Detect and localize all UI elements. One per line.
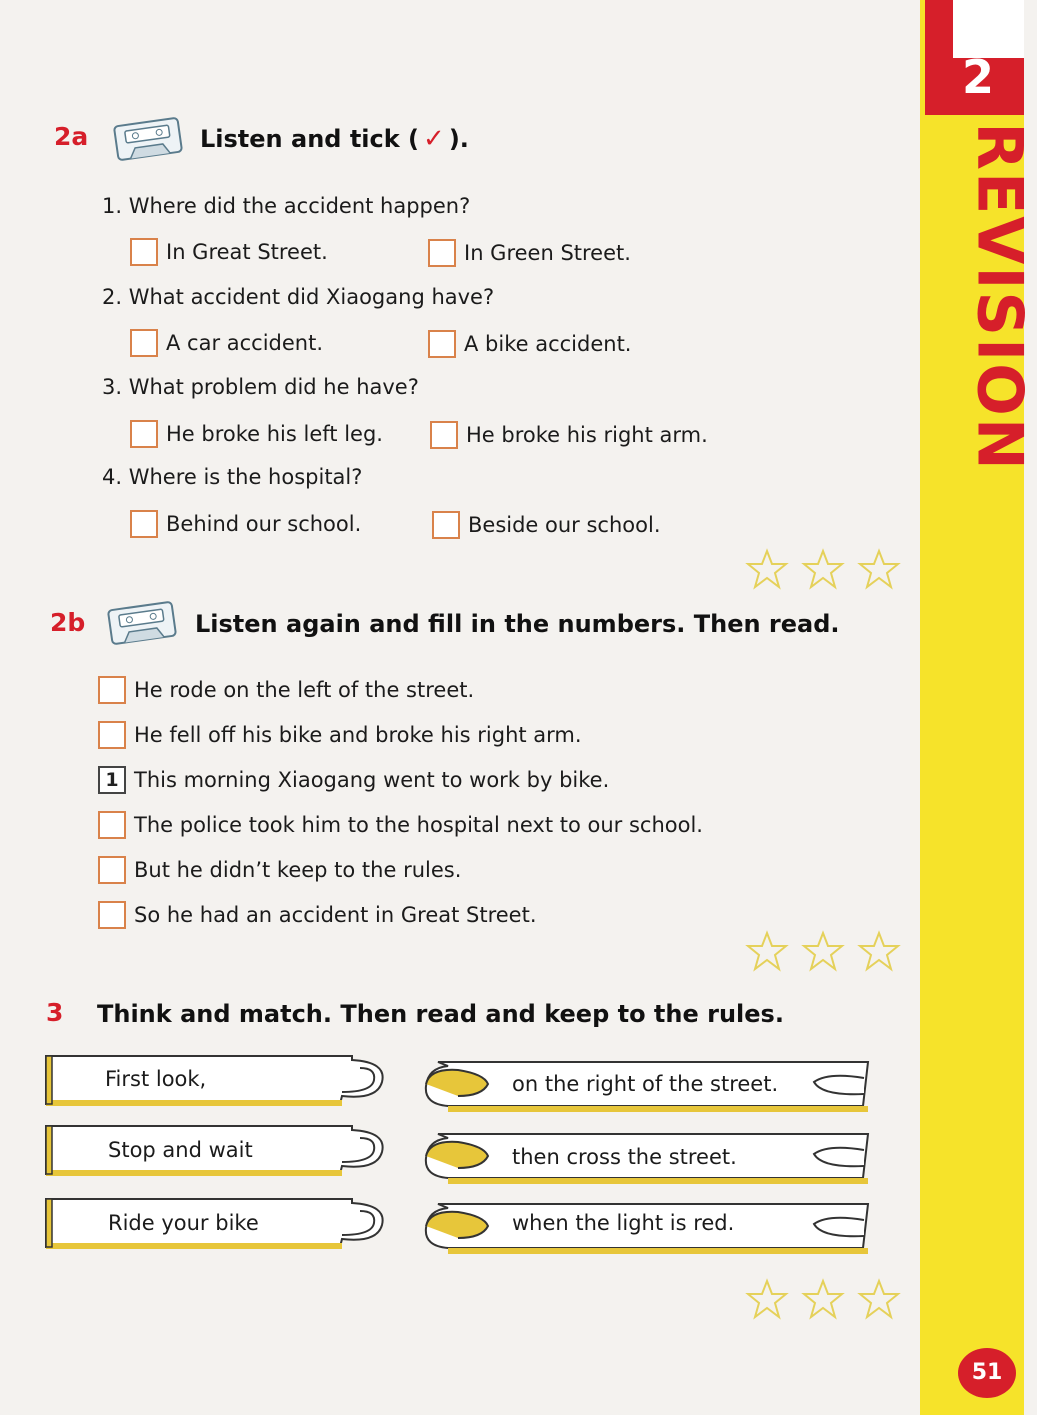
checkbox[interactable] — [428, 330, 456, 358]
left-strip-text-1: First look, — [105, 1067, 207, 1091]
rating-stars-3 — [746, 1278, 900, 1320]
option-box-1b[interactable]: In Green Street. — [428, 239, 631, 267]
right-strip-text-1: on the right of the street. — [512, 1072, 779, 1096]
revision-label: REVISION — [963, 122, 1037, 472]
option-box-4a[interactable]: Behind our school. — [130, 510, 361, 538]
option-box-3b[interactable]: He broke his right arm. — [430, 421, 708, 449]
checkbox[interactable] — [130, 510, 158, 538]
cassette-icon — [104, 600, 180, 650]
rating-stars-2a — [746, 548, 900, 590]
page-number: 51 — [958, 1348, 1016, 1398]
right-strip-text-3: when the light is red. — [512, 1211, 735, 1235]
option-box-4b[interactable]: Beside our school. — [432, 511, 661, 539]
checkbox[interactable] — [432, 511, 460, 539]
section-2b-number: 2b — [50, 608, 86, 637]
checkbox[interactable] — [130, 420, 158, 448]
section-2a-title: Listen and tick ( ✓ ). — [200, 124, 469, 154]
option-box-2b[interactable]: A bike accident. — [428, 330, 631, 358]
star-icon — [802, 1278, 844, 1320]
unit-number: 2 — [962, 50, 995, 104]
tick-icon: ✓ — [423, 124, 445, 154]
cassette-icon — [110, 116, 186, 166]
right-strip-text-2: then cross the street. — [512, 1145, 737, 1169]
section-3-number: 3 — [46, 998, 64, 1027]
rating-stars-2b — [746, 930, 900, 972]
number-box[interactable]: 1 — [98, 766, 126, 794]
star-icon — [802, 548, 844, 590]
number-box[interactable] — [98, 811, 126, 839]
checkbox[interactable] — [430, 421, 458, 449]
question-3: 3. What problem did he have? — [102, 375, 419, 399]
number-box[interactable] — [98, 856, 126, 884]
question-2: 2. What accident did Xiaogang have? — [102, 285, 495, 309]
option-box-3a[interactable]: He broke his left leg. — [130, 420, 383, 448]
section-2a-number: 2a — [54, 122, 89, 151]
option-box-2a[interactable]: A car accident. — [130, 329, 323, 357]
star-icon — [858, 1278, 900, 1320]
order-item-4[interactable]: The police took him to the hospital next to our school. — [98, 811, 703, 839]
order-item-5[interactable]: But he didn’t keep to the rules. — [98, 856, 461, 884]
star-icon — [746, 930, 788, 972]
checkbox[interactable] — [130, 329, 158, 357]
order-item-1[interactable]: He rode on the left of the street. — [98, 676, 474, 704]
number-box[interactable] — [98, 721, 126, 749]
order-item-3[interactable]: 1 This morning Xiaogang went to work by bike. — [98, 766, 609, 794]
section-3-title: Think and match. Then read and keep to the rules. — [97, 1000, 784, 1028]
order-item-6[interactable]: So he had an accident in Great Street. — [98, 901, 537, 929]
star-icon — [858, 548, 900, 590]
star-icon — [746, 548, 788, 590]
option-box-1a[interactable]: In Great Street. — [130, 238, 328, 266]
star-icon — [802, 930, 844, 972]
star-icon — [858, 930, 900, 972]
checkbox[interactable] — [428, 239, 456, 267]
left-strip-1[interactable] — [42, 1052, 392, 1112]
question-1: 1. Where did the accident happen? — [102, 194, 471, 218]
section-2b-title: Listen again and fill in the numbers. Then read. — [195, 610, 840, 638]
left-strip-text-2: Stop and wait — [108, 1138, 253, 1162]
order-item-2[interactable]: He fell off his bike and broke his right arm. — [98, 721, 582, 749]
left-strip-text-3: Ride your bike — [108, 1211, 259, 1235]
question-4: 4. Where is the hospital? — [102, 465, 363, 489]
star-icon — [746, 1278, 788, 1320]
checkbox[interactable] — [130, 238, 158, 266]
number-box[interactable] — [98, 676, 126, 704]
number-box[interactable] — [98, 901, 126, 929]
